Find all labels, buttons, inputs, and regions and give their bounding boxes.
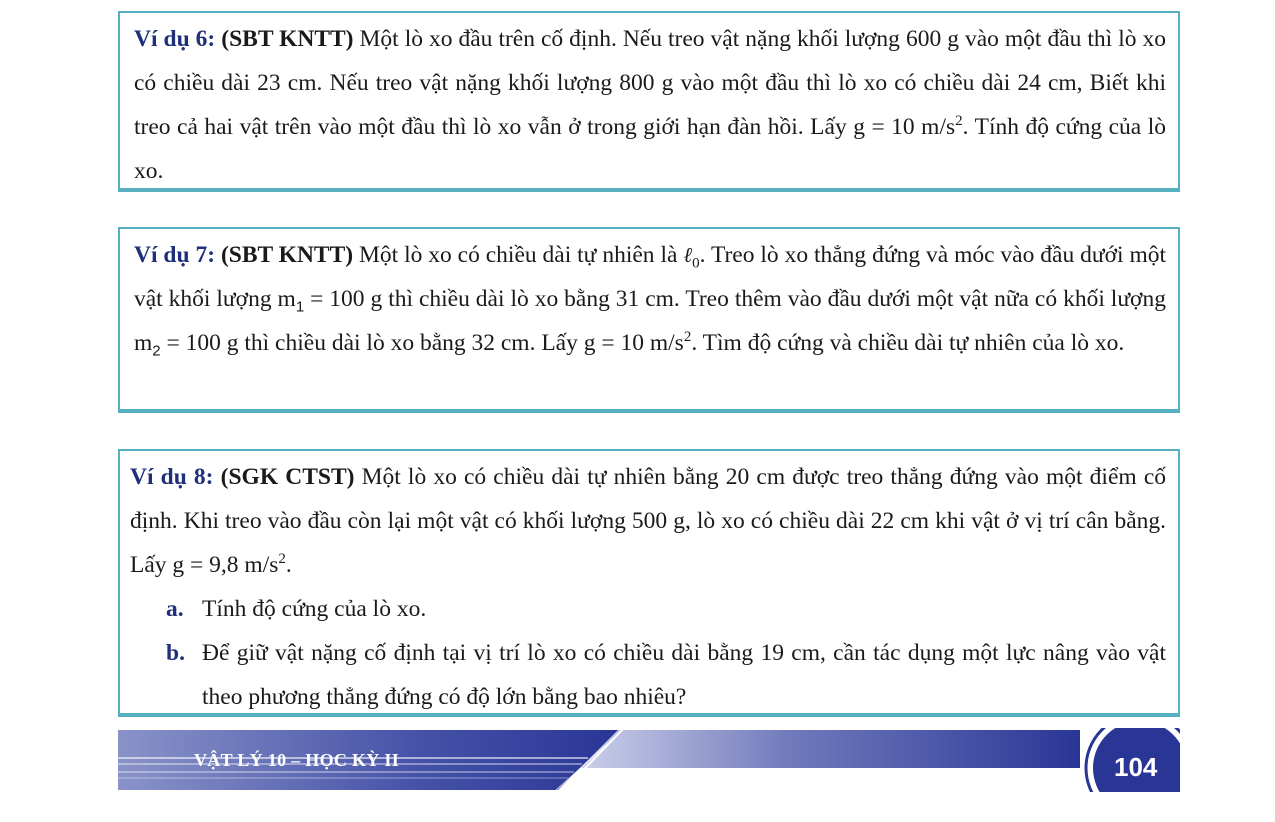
example-6-text — [134, 17, 1166, 193]
list-item-b — [130, 631, 1166, 719]
footer-title: VẬT LÝ 10 – HỌC KỲ II — [194, 750, 399, 770]
example-8-source: (SGK CTST) — [220, 464, 355, 490]
m1-subscript: 1 — [295, 298, 305, 316]
example-7-body-3: = 100 g thì chiều dài lò xo bằng 31 cm. Treo thêm vào đầu dưới một vật nữa có khối lượng m — [134, 286, 1166, 356]
example-6-label: Ví dụ 6: — [134, 26, 216, 52]
example-8-text — [130, 455, 1166, 587]
example-6-tail: . Tính độ cứng của lò xo. — [134, 114, 1166, 184]
example-8-body: Một lò xo có chiều dài tự nhiên bằng 20 cm được treo thẳng đứng vào một điểm cố định. Khi treo vào đầu còn lại một vật có khối lượng 500 g, lò xo có chiều dài 22 cm khi vật ở vị trí cân bằng. Lấy g = 9,8 m/s — [130, 464, 1166, 578]
ell-symbol: ℓ — [683, 243, 693, 267]
example-7-body-2: . Treo lò xo thẳng đứng và móc vào đầu dưới một vật khối lượng m — [134, 242, 1167, 312]
example-7-label: Ví dụ 7: — [134, 242, 216, 268]
example-8-sup: 2 — [278, 551, 286, 568]
example-7-body-1: Một lò xo có chiều dài tự nhiên là — [353, 242, 684, 268]
example-8-tail: . — [285, 552, 292, 578]
example-6-body: Một lò xo đầu trên cố định. Nếu treo vật nặng khối lượng 600 g vào một đầu thì lò xo có chiều dài 23 cm. Nếu treo vật nặng khối lượng 800 g vào một đầu thì lò xo có chiều dài 24 cm, Biết khi treo cả hai vật trên vào một đầu thì lò xo vẫn ở trong giới hạn đàn hồi. Lấy g = 10 m/s — [134, 26, 1167, 140]
example-8-box — [118, 449, 1180, 717]
example-8-label: Ví dụ 8: — [130, 464, 214, 490]
item-a-text: Tính độ cứng của lò xo. — [202, 596, 427, 622]
item-b-marker: b. — [166, 640, 185, 666]
page-number: 104 — [1114, 752, 1158, 782]
example-7-tail: . Tìm độ cứng và chiều dài tự nhiên của lò xo. — [691, 330, 1125, 356]
banner-right-band — [558, 730, 1080, 768]
ell-subscript: 0 — [692, 255, 700, 272]
example-7-text — [134, 233, 1166, 365]
page-footer — [118, 728, 1180, 792]
example-6-source: (SBT KNTT) — [221, 26, 354, 52]
example-6-sup: 2 — [955, 113, 963, 130]
example-7-body-4: = 100 g thì chiều dài lò xo bằng 32 cm. Lấy g = 10 m/s — [160, 330, 684, 356]
example-7-sup: 2 — [683, 329, 692, 346]
example-7-box — [118, 227, 1180, 413]
example-7-source: (SBT KNTT) — [220, 242, 354, 268]
m2-subscript: 2 — [152, 342, 161, 360]
example-6-box — [118, 11, 1180, 192]
list-item-a — [130, 587, 1166, 631]
item-b-text: Để giữ vật nặng cố định tại vị trí lò xo có chiều dài bằng 19 cm, cần tác dụng một lực nâng vào vật theo phương thẳng đứng có độ lớn bằng bao nhiêu? — [202, 640, 1166, 710]
item-a-marker: a. — [166, 596, 184, 622]
